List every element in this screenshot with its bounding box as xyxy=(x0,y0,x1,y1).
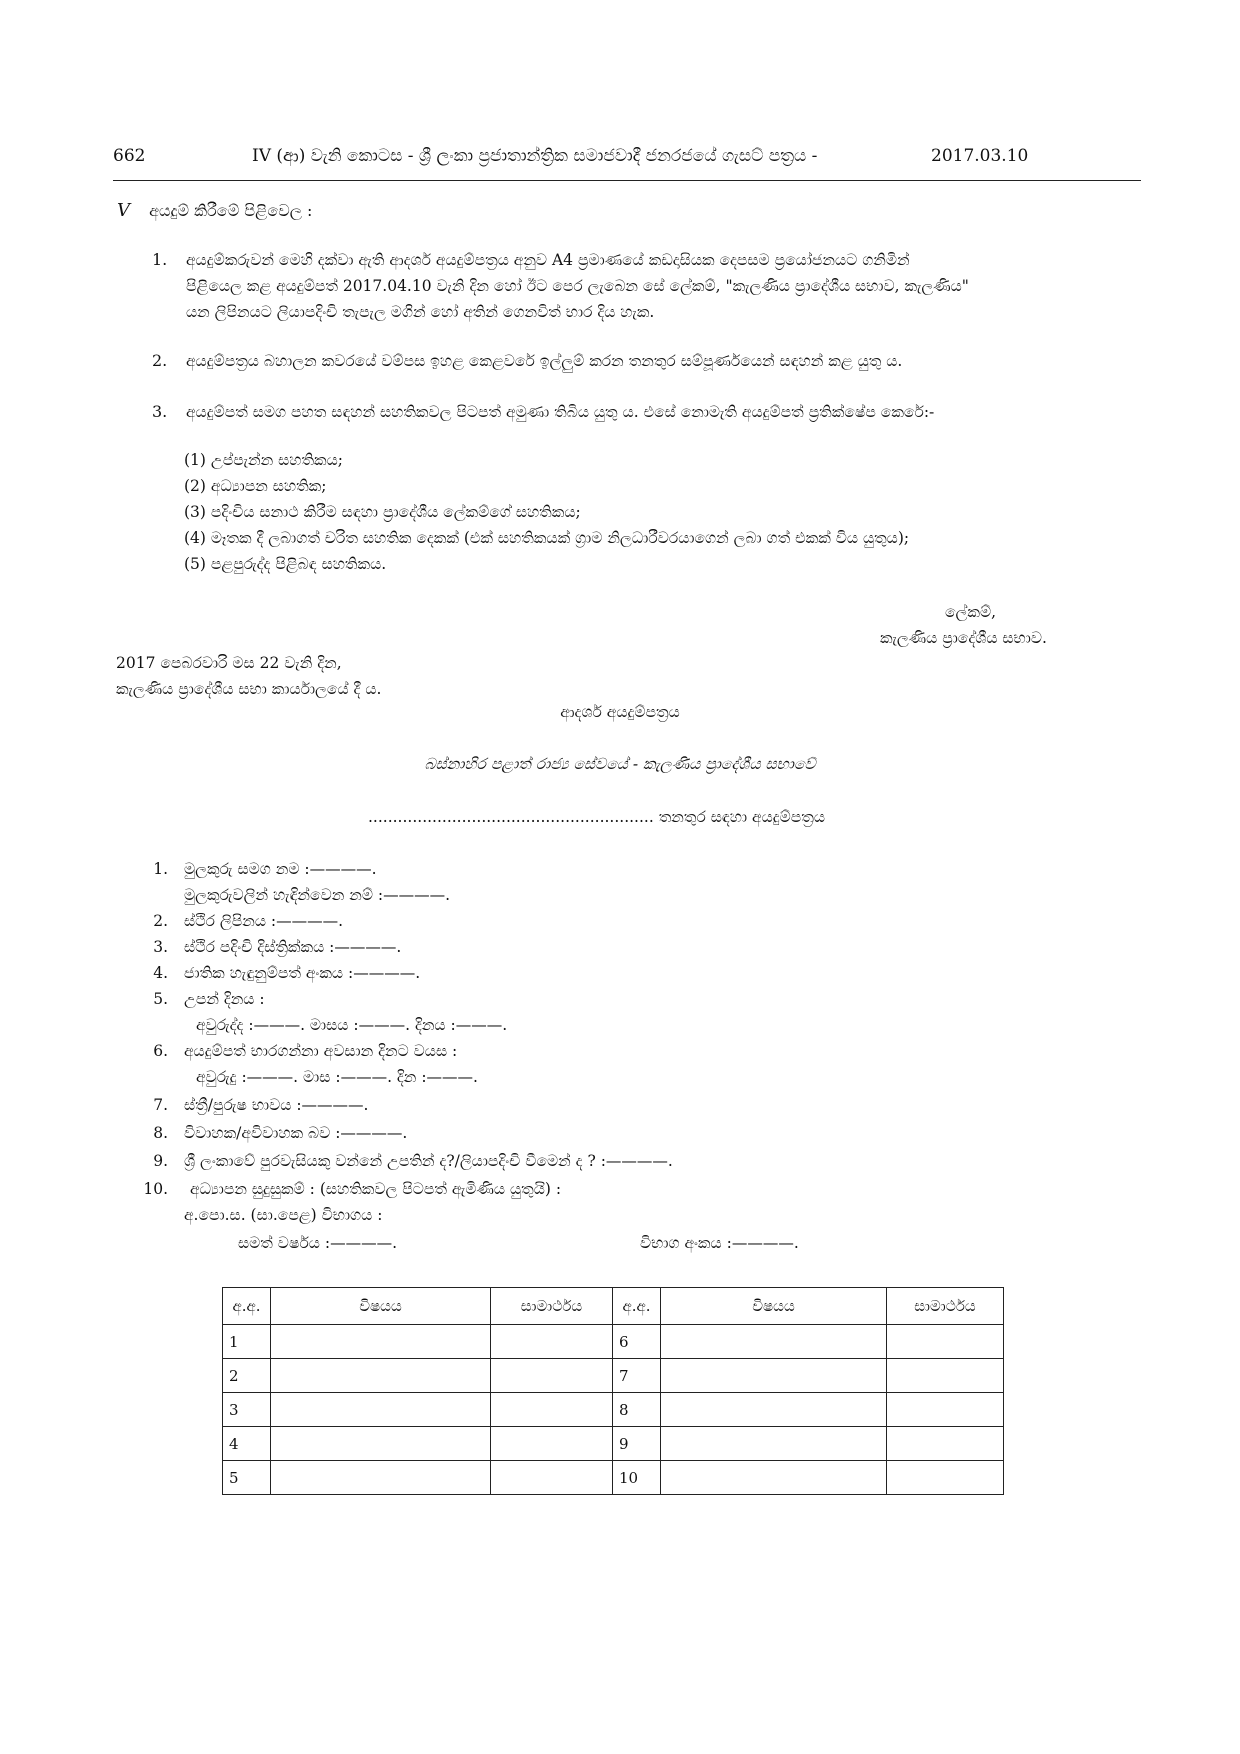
header-grade: සාමාර්ථය xyxy=(887,1288,1004,1325)
field-citizenship: ශ්‍රී ලංකාවේ පුරවැසියකු වන්නේ උපතින් ද?/ලියාපදිංචි වීමෙන් ද ? :————. xyxy=(184,1152,673,1170)
certificate-item: (5) පළපුරුද්ද පිළිබඳ සහතිකය. xyxy=(184,555,387,573)
signatory-title: ලේකම්, xyxy=(945,603,997,621)
header-serial: අ.අ. xyxy=(613,1288,661,1325)
field-exam-year: සමත් වර්ෂය :————. xyxy=(238,1234,398,1252)
cell-serial: 9 xyxy=(613,1427,661,1461)
instruction-2-line-1: අයදුම්පත්‍රය බහාලන කවරයේ වම්පස ඉහළ කෙළවරේ ඉල්ලුම් කරන තනතුර සම්පූර්ණයෙන් සඳහන් කළ යුතු ය. xyxy=(186,352,903,370)
signatory-office: කැලණිය ප්‍රාදේශීය සභාව. xyxy=(880,629,1047,647)
section-heading xyxy=(117,200,312,221)
form-heading: ආදර්ශ අයදුම්පත්‍රය xyxy=(560,703,680,721)
field-date-of-birth: උපන් දිනය : xyxy=(184,990,265,1008)
cell-serial: 4 xyxy=(223,1427,271,1461)
cell-subject xyxy=(271,1461,491,1495)
table-row xyxy=(223,1393,1004,1427)
dateline-date: 2017 පෙබරවාරි මස 22 වැනි දින, xyxy=(116,654,342,672)
certificate-item: (1) උප්පැන්න සහතිකය; xyxy=(184,451,344,469)
header-subject: විෂයය xyxy=(661,1288,887,1325)
table-header-row xyxy=(223,1288,1004,1325)
instruction-1-line-3: යන ලිපිනයට ලියාපදිංචි තැපැල මගින් හෝ අතින් ගෙනවිත් භාර දිය හැක. xyxy=(186,303,655,321)
instruction-3-line-1: අයදුම්පත් සමග පහත සඳහන් සහතිකවල පිටපත් අමුණා තිබිය යුතු ය. එසේ නොමැති අයදුම්පත් ප්‍රතික්ෂේප කෙරේ:- xyxy=(186,403,935,421)
certificate-item: (2) අධ්‍යාපන සහතික; xyxy=(184,477,327,495)
field-nic-number: ජාතික හැඳුනුම්පත් අංකය :————. xyxy=(184,964,421,982)
cell-grade xyxy=(887,1393,1004,1427)
field-number: 9. xyxy=(153,1152,168,1170)
cell-subject xyxy=(661,1325,887,1359)
cell-subject xyxy=(661,1359,887,1393)
post-name-line: .......................................................... තනතුර සඳහා අයදුම්පත්‍රය xyxy=(368,808,825,826)
field-number: 5. xyxy=(153,990,168,1008)
cell-serial: 1 xyxy=(223,1325,271,1359)
cell-grade xyxy=(491,1393,613,1427)
field-name-denoted-by-initials: මුලකුරුවලින් හැඳින්වෙන නම් :————. xyxy=(184,886,451,904)
cell-serial: 3 xyxy=(223,1393,271,1427)
field-permanent-district: ස්ථිර පදිංචි දිස්ත්‍රික්කය :————. xyxy=(184,938,402,956)
field-age-at-closing: අයදුම්පත් භාරගන්නා අවසාන දිනට වයස : xyxy=(184,1042,458,1060)
certificate-item: (3) පදිංචිය සනාථ කිරීම සඳහා ප්‍රාදේශීය ලේකම්ගේ සහතිකය; xyxy=(184,503,581,521)
form-subheading: බස්නාහිර පළාත් රාජ්‍ය සේවයේ - කැලණිය ප්‍රාදේශීය සභාවේ xyxy=(424,755,816,773)
instruction-number: 2. xyxy=(152,351,168,370)
field-number: 10. xyxy=(143,1180,168,1198)
header-serial: අ.අ. xyxy=(223,1288,271,1325)
field-sex: ස්ත්‍රී/පුරුෂ භාවය :————. xyxy=(184,1096,369,1114)
field-permanent-address: ස්ථිර ලිපිනය :————. xyxy=(184,912,344,930)
field-ol-exam: අ.පො.ස. (සා.පෙළ) විභාගය : xyxy=(184,1206,383,1224)
field-number: 1. xyxy=(153,860,168,878)
cell-serial: 2 xyxy=(223,1359,271,1393)
cell-subject xyxy=(271,1359,491,1393)
header-grade: සාමාර්ථය xyxy=(491,1288,613,1325)
table-row xyxy=(223,1427,1004,1461)
cell-grade xyxy=(887,1427,1004,1461)
cell-serial: 6 xyxy=(613,1325,661,1359)
cell-subject xyxy=(661,1393,887,1427)
field-exam-index: විභාග අංකය :————. xyxy=(640,1234,799,1252)
cell-grade xyxy=(887,1461,1004,1495)
cell-serial: 5 xyxy=(223,1461,271,1495)
instruction-number: 1. xyxy=(152,250,168,269)
cell-subject xyxy=(661,1461,887,1495)
gazette-date: 2017.03.10 xyxy=(931,146,1029,166)
instruction-number: 3. xyxy=(152,402,168,421)
field-number: 6. xyxy=(153,1042,168,1060)
table-row xyxy=(223,1359,1004,1393)
cell-subject xyxy=(271,1393,491,1427)
certificate-item: (4) මෑතක දී ලබාගත් චරිත සහතික දෙකක් (එක් සහතිකයක් ග්‍රාම නිලධාරීවරයාගෙන් ලබා ගත් එකක් විය යුතුය); xyxy=(184,529,910,547)
gazette-part-title: IV (ආ) වැනි කොටස - ශ්‍රී ලංකා ප්‍රජාතාන්ත්‍රික සමාජවාදී ජනරජයේ ගැසට් පත්‍රය - xyxy=(252,146,818,166)
cell-grade xyxy=(491,1427,613,1461)
cell-serial: 8 xyxy=(613,1393,661,1427)
cell-subject xyxy=(661,1427,887,1461)
field-age-parts: අවුරුදු :———. මාස :———. දින :———. xyxy=(196,1068,478,1086)
instruction-1-line-2: පිළියෙල කළ අයදුම්පත් 2017.04.10 වැනි දින හෝ ඊට පෙර ලැබෙන සේ ලේකම්, "කැලණිය ප්‍රාදේශීය සභාව, කැලණිය" xyxy=(186,277,969,295)
field-number: 7. xyxy=(153,1096,168,1114)
field-number: 2. xyxy=(153,912,168,930)
field-number: 3. xyxy=(153,938,168,956)
cell-serial: 10 xyxy=(613,1461,661,1495)
section-title: අයදුම් කිරීමේ පිළිවෙල : xyxy=(149,201,313,220)
cell-grade xyxy=(491,1325,613,1359)
dateline-place: කැලණිය ප්‍රාදේශීය සභා කාර්යාලයේ දී ය. xyxy=(116,680,382,698)
page-number: 662 xyxy=(113,146,146,166)
cell-subject xyxy=(271,1325,491,1359)
field-civil-status: විවාහක/අවිවාහක බව :————. xyxy=(184,1124,408,1142)
cell-grade xyxy=(887,1359,1004,1393)
cell-serial: 7 xyxy=(613,1359,661,1393)
field-number: 4. xyxy=(153,964,168,982)
cell-subject xyxy=(271,1427,491,1461)
cell-grade xyxy=(491,1359,613,1393)
header-divider xyxy=(113,180,1141,181)
ol-results-table xyxy=(222,1287,1004,1495)
field-dob-parts: අවුරුද්ද :———. මාසය :———. දිනය :———. xyxy=(196,1016,508,1034)
cell-grade xyxy=(887,1325,1004,1359)
section-roman: V xyxy=(117,200,130,221)
field-number: 8. xyxy=(153,1124,168,1142)
field-name-with-initials: මුලකුරු සමග නම :————. xyxy=(184,860,377,878)
instruction-1-line-1: අයදුම්කරුවන් මෙහි දක්වා ඇති ආදර්ශ අයදුම්පත්‍රය අනුව A4 ප්‍රමාණයේ කඩදාසියක දෙපසම ප්‍රයෝජනයට ගනිමින් xyxy=(186,251,910,269)
header-subject: විෂයය xyxy=(271,1288,491,1325)
table-row xyxy=(223,1461,1004,1495)
table-row xyxy=(223,1325,1004,1359)
cell-grade xyxy=(491,1461,613,1495)
field-education: අධ්‍යාපන සුදුසුකම් : (සහතිකවල පිටපත් ඇමිණිය යුතුයි) : xyxy=(190,1180,562,1198)
